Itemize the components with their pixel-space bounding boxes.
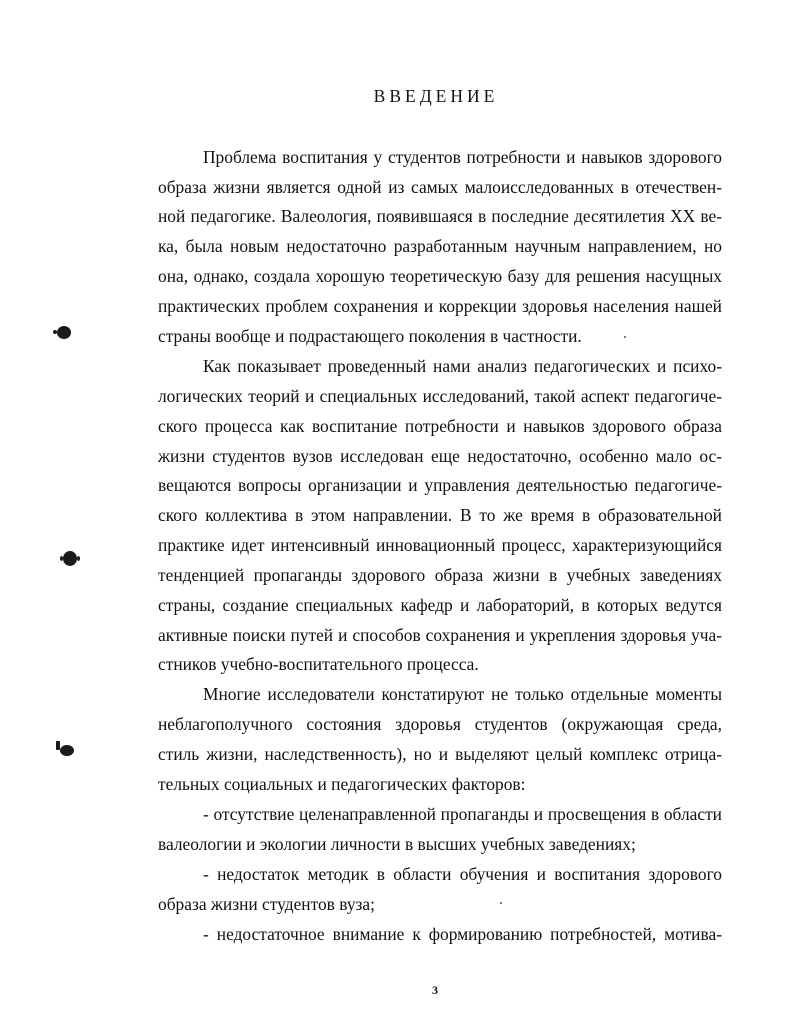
- paragraph-line: логических теорий и специальных исследований, такой аспект педагогиче-: [158, 386, 722, 406]
- paragraph-line: неблагополучного состояния здоровья студентов (окружающая среда,: [158, 714, 722, 734]
- paragraph-line: практике идет интенсивный инновационный процесс, характеризующийся: [158, 535, 722, 555]
- paragraph-line: тельных социальных и педагогических факторов:: [158, 774, 526, 794]
- paragraph-line: образа жизни является одной из самых малоисследованных в отечествен-: [158, 177, 722, 197]
- paragraph-line: жизни студентов вузов исследован еще недостаточно, особенно мало ос-: [158, 446, 722, 466]
- paragraph-line: вещаются вопросы организации и управления деятельностью педагогиче-: [158, 475, 722, 495]
- page-title: ВВЕДЕНИЕ: [373, 86, 499, 106]
- paragraph-line: активные поиски путей и способов сохранения и укрепления здоровья уча-: [158, 625, 722, 645]
- paragraph-line: Многие исследователи констатируют не только отдельные моменты: [203, 684, 722, 704]
- paragraph-line: практических проблем сохранения и коррекции здоровья населения нашей: [158, 296, 722, 316]
- paragraph-line: страны, создание специальных кафедр и лабораторий, в которых ведутся: [158, 595, 722, 615]
- paragraph-line: Как показывает проведенный нами анализ педагогических и психо-: [203, 356, 722, 376]
- paragraph-line: она, однако, создала хорошую теоретическую базу для решения насущных: [158, 266, 722, 286]
- paragraph-line: ка, была новым недостаточно разработанным научным направлением, но: [158, 236, 722, 256]
- paragraph-line: Проблема воспитания у студентов потребности и навыков здорового: [203, 147, 722, 167]
- list-item-line: образа жизни студентов вуза;: [158, 894, 375, 914]
- scan-speck: [624, 336, 626, 338]
- paragraph-line: ной педагогике. Валеология, появившаяся в последние десятилетия XX ве-: [158, 206, 722, 226]
- paragraph-line: страны вообще и подрастающего поколения в частности.: [158, 326, 582, 346]
- page-number: 3: [432, 983, 438, 997]
- paragraph-line: тенденцией пропаганды здорового образа жизни в учебных заведениях: [158, 565, 722, 585]
- list-item-line: - отсутствие целенаправленной пропаганды и просвещения в области: [203, 804, 722, 824]
- list-item-line: - недостаток методик в области обучения и воспитания здорового: [203, 864, 722, 884]
- list-item-line: - недостаточное внимание к формированию потребностей, мотива-: [203, 924, 722, 944]
- list-item-line: валеологии и экологии личности в высших учебных заведениях;: [158, 834, 636, 854]
- paragraph-line: ского процесса как воспитание потребности и навыков здорового образа: [158, 416, 722, 436]
- paragraph-line: ского коллектива в этом направлении. В то же время в образовательной: [158, 505, 722, 525]
- paragraph-line: стников учебно-воспитательного процесса.: [158, 654, 479, 674]
- paragraph-line: стиль жизни, наследственность), но и выделяют целый комплекс отрица-: [158, 744, 722, 764]
- scan-speck: [500, 902, 502, 904]
